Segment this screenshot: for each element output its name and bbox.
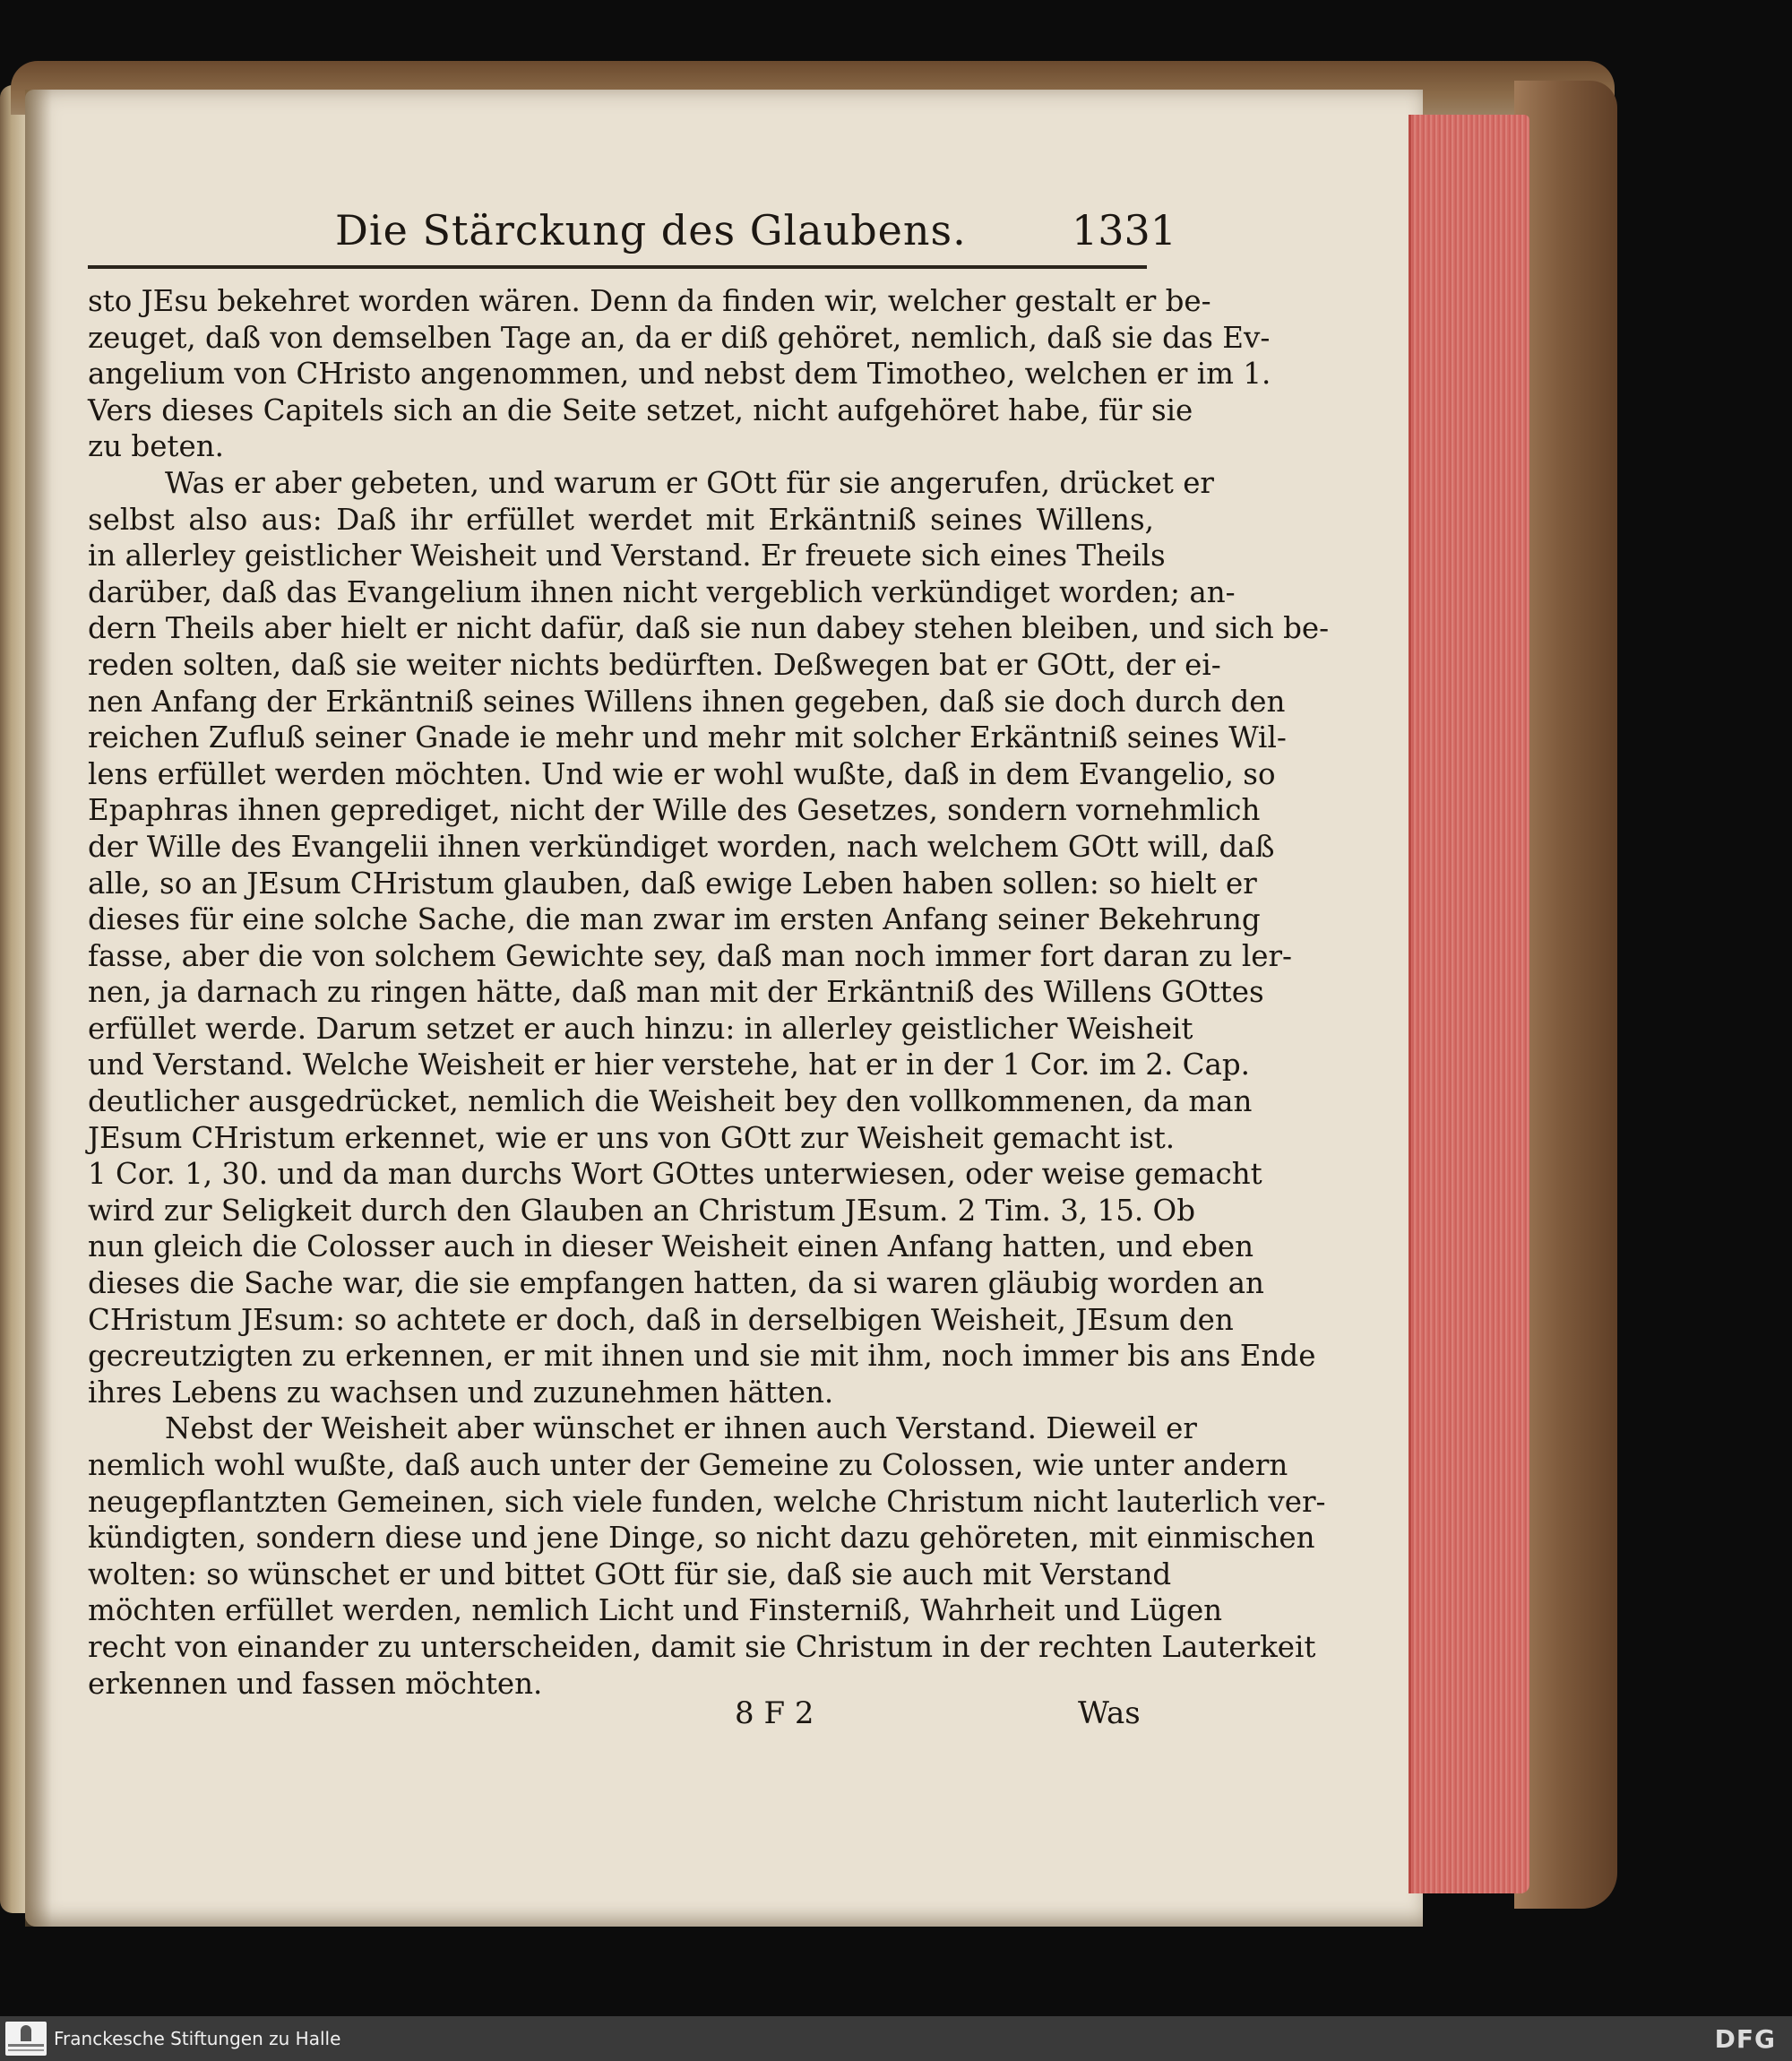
text-line: erfüllet werde. Darum setzet er auch hinzu: in allerley geistlicher Weisheit: [88, 1011, 1193, 1046]
text-line: und Verstand. Welche Weisheit er hier verstehe, hat er in der 1 Cor. im 2. Cap.: [88, 1048, 1251, 1082]
text-line: lens erfüllet werden möchten. Und wie er wohl wußte, daß in dem Evangelio, so: [88, 756, 1276, 791]
text-line: gecreutzigten zu erkennen, er mit ihnen und sie mit ihm, noch immer bis ans Ende: [88, 1339, 1316, 1374]
text-line: deutlicher ausgedrücket, nemlich die Weisheit bey den vollkommenen, da man: [88, 1084, 1253, 1119]
text-line: CHristum JEsum: so achtete er doch, daß in derselbigen Weisheit, JEsum den: [88, 1302, 1234, 1337]
text-line: wird zur Seligkeit durch den Glauben an Christum JEsum. 2 Tim. 3, 15. Ob: [88, 1193, 1195, 1228]
page-number: 1331: [1072, 206, 1177, 254]
text-line: zu beten.: [88, 429, 224, 464]
text-line: darüber, daß das Evangelium ihnen nicht vergeblich verkündiget worden; an-: [88, 574, 1236, 609]
signature-mark: 8 F 2: [735, 1695, 814, 1731]
text-line: zeuget, daß von demselben Tage an, da er diß gehöret, nemlich, daß sie das Ev-: [88, 320, 1271, 355]
text-line: möchten erfüllet werden, nemlich Licht und Finsterniß, Wahrheit und Lügen: [88, 1593, 1223, 1628]
head-rule: [88, 265, 1147, 269]
text-line: wolten: so wünschet er und bittet GOtt für sie, daß sie auch mit Verstand: [88, 1557, 1172, 1591]
book-cover-right: [1514, 81, 1617, 1909]
text-line: dieses für eine solche Sache, die man zwar im ersten Anfang seiner Bekehrung: [88, 902, 1261, 937]
text-line: nen, ja darnach zu ringen hätte, daß man mit der Erkäntniß des Willens GOttes: [88, 975, 1264, 1010]
text-line: neugepflantzten Gemeinen, sich viele funden, welche Christum nicht lauterlich ver-: [88, 1484, 1326, 1519]
page-gutter-shadow: [25, 90, 52, 1927]
text-line: Vers dieses Capitels sich an die Seite setzet, nicht aufgehöret habe, für sie: [88, 392, 1193, 427]
text-line: dieses die Sache war, die sie empfangen hatten, da si waren gläubig worden an: [88, 1266, 1264, 1301]
text-line: ihres Lebens zu wachsen und zuzunehmen hätten.: [88, 1375, 834, 1410]
text-line: fasse, aber die von solchem Gewichte sey, daß man noch immer fort daran zu ler-: [88, 938, 1293, 973]
running-head-title: Die Stärckung des Glaubens.: [335, 206, 967, 254]
dfg-logo: DFG: [1714, 2024, 1776, 2054]
text-line: Epaphras ihnen geprediget, nicht der Wille des Gesetzes, sondern vornehmlich: [88, 793, 1261, 828]
running-head: [88, 206, 1177, 262]
page-footer: [88, 1695, 1154, 1740]
text-line: sto JEsu bekehret worden wären. Denn da finden wir, welcher gestalt er be-: [88, 284, 1211, 318]
body-text: [88, 283, 1330, 1702]
text-line: nemlich wohl wußte, daß auch unter der Gemeine zu Colossen, wie unter andern: [88, 1448, 1288, 1482]
text-line: selbst also aus: Daß ihr erfüllet werdet mit Erkäntniß seines Willens,: [88, 502, 1154, 537]
text-line: der Wille des Evangelii ihnen verkündiget worden, nach welchem GOtt will, daß: [88, 829, 1275, 864]
text-line: JEsum CHristum erkennet, wie er uns von GOtt zur Weisheit gemacht ist.: [88, 1120, 1176, 1155]
text-line: alle, so an JEsum CHristum glauben, daß ewige Leben haben sollen: so hielt er: [88, 866, 1257, 901]
text-line: reichen Zufluß seiner Gnade ie mehr und mehr mit solcher Erkäntniß seines Wil-: [88, 720, 1287, 755]
text-line: recht von einander zu unterscheiden, damit sie Christum in der rechten Lauterkeit: [88, 1629, 1316, 1664]
text-line: nen Anfang der Erkäntniß seines Willens ihnen gegeben, daß sie doch durch den: [88, 684, 1286, 719]
text-line: Was er aber gebeten, und warum er GOtt für sie angerufen, drücket er: [165, 465, 1214, 500]
text-line: Nebst der Weisheit aber wünschet er ihnen auch Verstand. Dieweil er: [165, 1411, 1197, 1446]
franckesche-stiftungen-logo-icon[interactable]: [5, 2022, 47, 2056]
text-line: dern Theils aber hielt er nicht dafür, daß sie nun dabey stehen bleiben, und sich be-: [88, 611, 1330, 646]
catchword: Was: [1078, 1695, 1141, 1731]
text-line: in allerley geistlicher Weisheit und Verstand. Er freuete sich eines Theils: [88, 539, 1166, 573]
text-line: erkennen und fassen möchten.: [88, 1666, 543, 1701]
page-content: [88, 206, 1330, 1731]
text-line: 1 Cor. 1, 30. und da man durchs Wort GOttes unterwiesen, oder weise gemacht: [88, 1157, 1262, 1192]
text-line: nun gleich die Colosser auch in dieser Weisheit einen Anfang hatten, und eben: [88, 1229, 1254, 1264]
text-line: angelium von CHristo angenommen, und nebst dem Timotheo, welchen er im 1.: [88, 357, 1271, 392]
text-line: reden solten, daß sie weiter nichts bedürften. Deßwegen bat er GOtt, der ei-: [88, 647, 1221, 682]
text-line: kündigten, sondern diese und jene Dinge, so nicht dazu gehöreten, mit einmischen: [88, 1521, 1315, 1556]
red-page-edges: [1409, 115, 1529, 1893]
viewer-footer-bar: [0, 2016, 1792, 2061]
institution-credit[interactable]: Franckesche Stiftungen zu Halle: [54, 2028, 341, 2049]
